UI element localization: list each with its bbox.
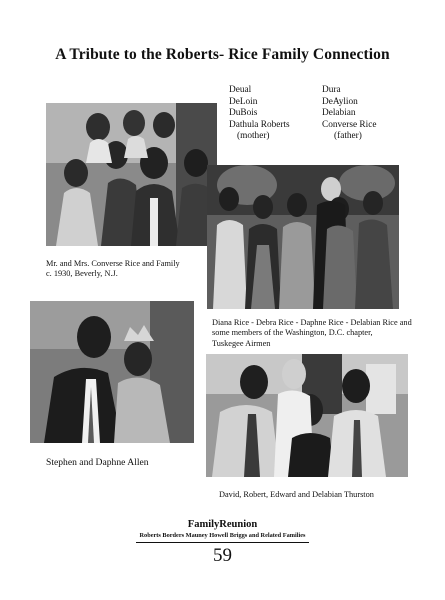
thurston-family-photo [206,354,408,477]
name-line: Deual [229,85,252,95]
caption-line: some members of the Washington, D.C. chapter, [212,328,373,338]
caption-line: Diana Rice - Debra Rice - Daphne Rice - Delabian Rice and [212,318,412,327]
family-names-left [229,85,290,143]
footer-divider [136,542,309,543]
name-line: Dura [322,85,341,95]
footer-subtitle: Roberts Borders Mauney Howell Briggs and Related Families [139,532,306,539]
name-line: DeLoin [229,96,258,107]
name-line: DuBois [229,108,258,119]
page-title: A Tribute to the Roberts- Rice Family Connection [55,46,390,63]
caption-thurston-family [219,490,374,500]
allen-couple-photo [30,301,194,443]
name-line: (father) [334,131,362,142]
footer-title: FamilyReunion [187,519,258,530]
name-line: Delabian [322,108,356,119]
caption-line: Mr. and Mrs. Converse Rice and Family [46,259,180,268]
name-line: Converse Rice [322,119,377,130]
family-photo-1930 [46,103,217,246]
caption-tuskegee-airmen [212,318,412,349]
page-number: 59 [213,545,232,566]
caption-line: David, Robert, Edward and Delabian Thurston [219,490,374,499]
caption-line: Tuskegee Airmen [212,338,271,348]
caption-allen-couple [46,458,149,468]
caption-photo-1930 [46,259,180,280]
caption-line: c. 1930, Beverly, N.J. [46,269,118,279]
family-names-right [322,85,376,143]
name-line: Dathula Roberts [229,119,290,130]
caption-line: Stephen and Daphne Allen [46,457,149,468]
name-line: (mother) [237,131,270,142]
name-line: DeAylion [322,96,358,107]
tuskegee-airmen-photo [207,165,399,309]
